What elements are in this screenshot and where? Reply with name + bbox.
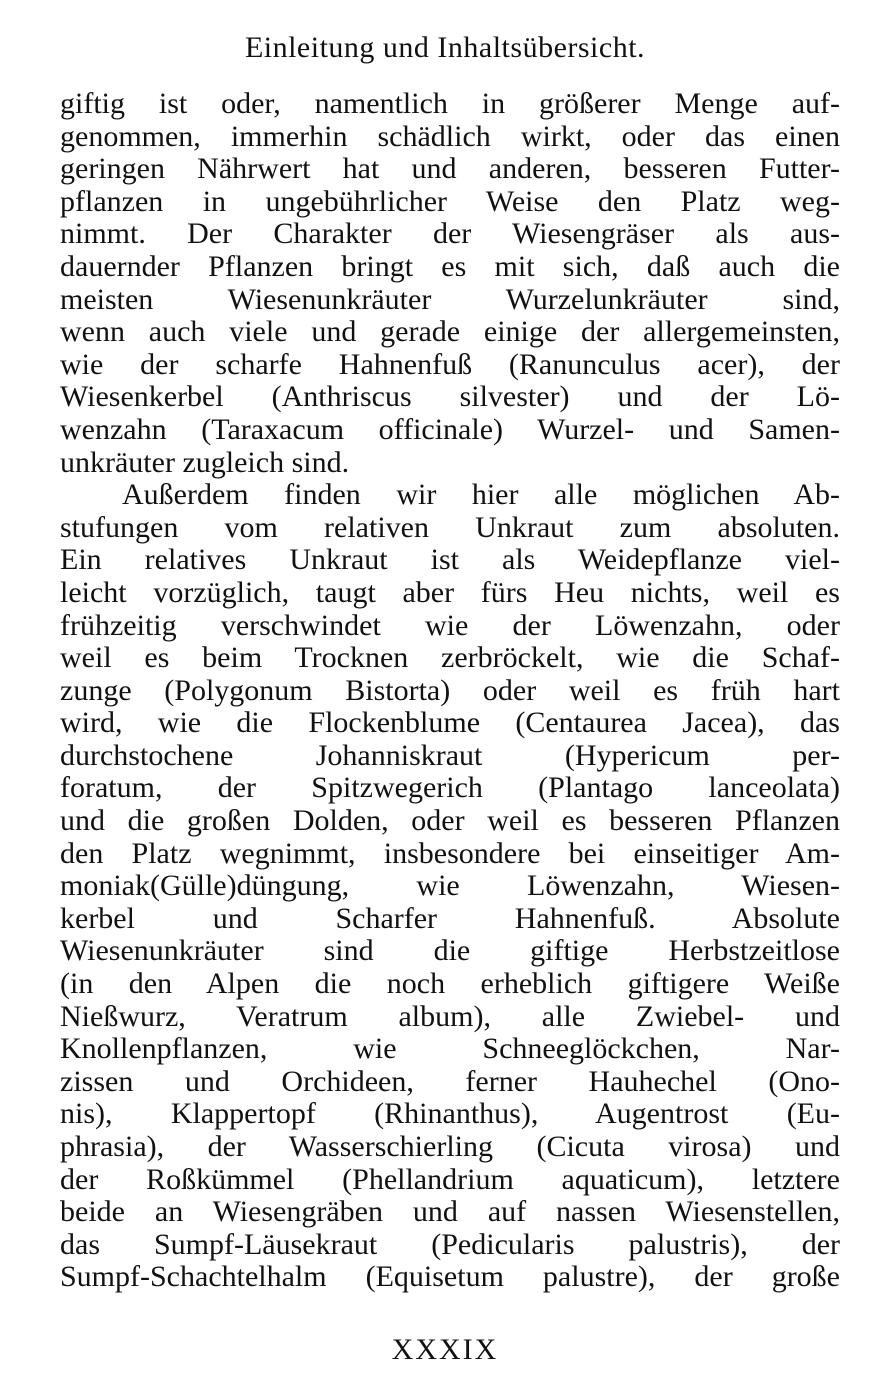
text-line: giftig ist oder, namentlich in größerer Menge auf- xyxy=(60,87,840,120)
text-line: Ein relatives Unkraut ist als Weidepflanze viel- xyxy=(60,543,840,577)
page-number: XXXIX xyxy=(391,1333,499,1366)
text-line: Nießwurz, Veratrum album), alle Zwiebel- und xyxy=(60,999,840,1033)
text-line: zunge (Polygonum Bistorta) oder weil es früh hart xyxy=(60,673,840,707)
text-line: leicht vorzüglich, taugt aber fürs Heu nichts, weil es xyxy=(60,575,840,609)
text-line: wenzahn (Taraxacum officinale) Wurzel- und Samen- xyxy=(60,412,840,446)
text-line: geringen Nährwert hat und anderen, besseren Futter- xyxy=(60,152,840,186)
text-line: pflanzen in ungebührlicher Weise den Platz weg- xyxy=(60,184,840,218)
text-line: Knollenpflanzen, wie Schneeglöckchen, Nar- xyxy=(60,1032,840,1066)
text-line: zissen und Orchideen, ferner Hauhechel (Ono- xyxy=(60,1064,840,1098)
text-line: den Platz wegnimmt, insbesondere bei einseitiger Am- xyxy=(60,836,840,870)
text-line: weil es beim Trocknen zerbröckelt, wie die Schaf- xyxy=(60,641,840,675)
text-line: stufungen vom relativen Unkraut zum absoluten. xyxy=(60,510,840,544)
text-line: (in den Alpen die noch erheblich giftigere Weiße xyxy=(60,967,840,1001)
text-line: frühzeitig verschwindet wie der Löwenzahn, oder xyxy=(60,608,840,642)
text-line: genommen, immerhin schädlich wirkt, oder das einen xyxy=(60,119,840,153)
text-line: meisten Wiesenunkräuter Wurzelunkräuter sind, xyxy=(60,282,840,316)
text-line: wie der scharfe Hahnenfuß (Ranunculus acer), der xyxy=(60,347,840,381)
text-line: moniak(Gülle)düngung, wie Löwenzahn, Wiesen- xyxy=(60,869,840,903)
text-line: Sumpf-Schachtelhalm (Equisetum palustre), der große xyxy=(60,1260,840,1294)
text-line: der Roßkümmel (Phellandrium aquaticum), letztere xyxy=(60,1162,840,1196)
text-line: durchstochene Johanniskraut (Hypericum per- xyxy=(60,738,840,772)
text-line: dauernder Pflanzen bringt es mit sich, daß auch die xyxy=(60,249,840,283)
body-text xyxy=(60,88,840,1294)
text-line: und die großen Dolden, oder weil es besseren Pflanzen xyxy=(60,804,840,838)
text-line: phrasia), der Wasserschierling (Cicuta virosa) und xyxy=(60,1130,840,1163)
text-line: wird, wie die Flockenblume (Centaurea Jacea), das xyxy=(60,706,840,740)
paragraph-end-line: unkräuter zugleich sind. xyxy=(60,445,350,479)
paragraph-start-line: Außerdem finden wir hier alle möglichen Ab- xyxy=(122,478,840,512)
text-line: foratum, der Spitzwegerich (Plantago lanceolata) xyxy=(60,771,840,805)
text-line: beide an Wiesengräben und auf nassen Wiesenstellen, xyxy=(60,1195,840,1229)
text-line: Wiesenunkräuter sind die giftige Herbstzeitlose xyxy=(60,934,840,968)
running-head: Einleitung und Inhaltsübersicht. xyxy=(244,31,646,64)
text-line: nis), Klappertopf (Rhinanthus), Augentrost (Eu- xyxy=(60,1097,840,1131)
text-line: wenn auch viele und gerade einige der allergemeinsten, xyxy=(60,315,840,349)
text-line: kerbel und Scharfer Hahnenfuß. Absolute xyxy=(60,901,840,935)
text-line: das Sumpf-Läusekraut (Pedicularis palustris), der xyxy=(60,1227,840,1261)
text-line: Wiesenkerbel (Anthriscus silvester) und der Lö- xyxy=(60,380,840,414)
text-line: nimmt. Der Charakter der Wiesengräser als aus- xyxy=(60,217,840,251)
